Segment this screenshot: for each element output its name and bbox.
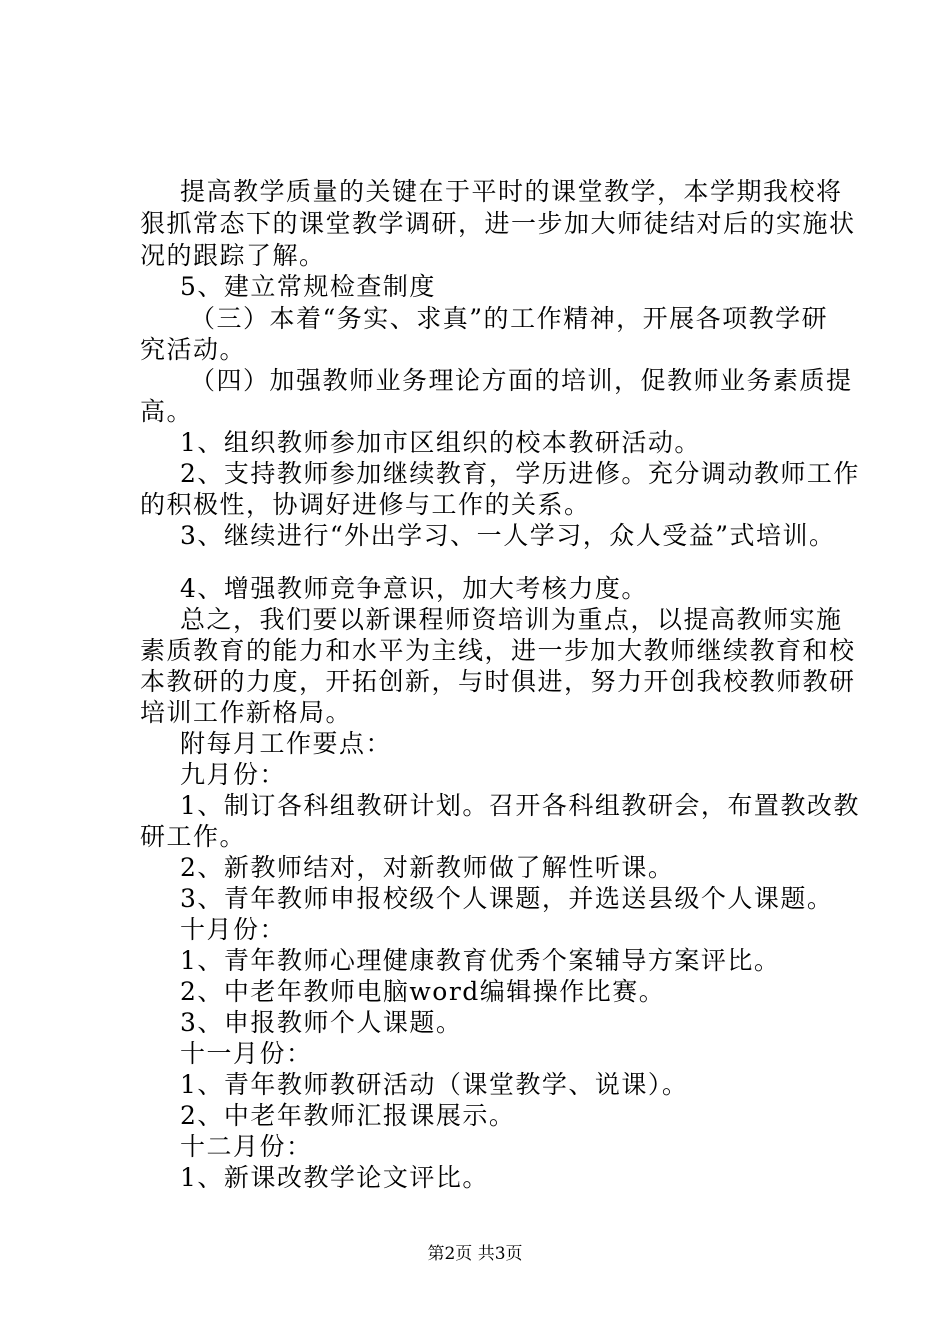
section-heading: （四）加强教师业务理论方面的培训，促教师业务素质提 [190, 366, 853, 395]
list-item: 3、青年教师申报校级个人课题，并选送县级个人课题。 [180, 884, 834, 913]
list-item: 2、支持教师参加继续教育，学历进修。充分调动教师工作 [180, 459, 860, 488]
section-heading: （三）本着“务实、求真”的工作精神，开展各项教学研 [190, 304, 829, 333]
list-item: 2、新教师结对，对新教师做了解性听课。 [180, 853, 675, 882]
list-item: 2、中老年教师电脑word编辑操作比赛。 [180, 977, 666, 1006]
section-heading: 5、建立常规检查制度 [180, 272, 436, 301]
section-heading: 附每月工作要点： [180, 729, 393, 758]
paragraph-line: 究活动。 [140, 335, 247, 364]
paragraph-line: 的积极性，协调好进修与工作的关系。 [140, 490, 591, 519]
list-item: 1、制订各科组教研计划。召开各科组教研会，布置教改教 [180, 791, 860, 820]
list-item: 1、青年教师教研活动（课堂教学、说课）。 [180, 1070, 689, 1099]
month-heading: 九月份： [180, 760, 287, 789]
paragraph-line: 培训工作新格局。 [140, 698, 353, 727]
paragraph-line: 况的跟踪了解。 [140, 241, 326, 270]
paragraph-line: 素质教育的能力和水平为主线，进一步加大教师继续教育和校 [140, 636, 856, 665]
month-heading: 十月份： [180, 915, 287, 944]
month-heading: 十二月份： [180, 1132, 313, 1161]
list-item: 1、青年教师心理健康教育优秀个案辅导方案评比。 [180, 946, 781, 975]
paragraph-line: 提高教学质量的关键在于平时的课堂教学，本学期我校将 [180, 177, 843, 206]
paragraph-line: 总之，我们要以新课程师资培训为重点，以提高教师实施 [180, 605, 843, 634]
list-item: 3、申报教师个人课题。 [180, 1008, 463, 1037]
list-item: 3、继续进行“外出学习、一人学习，众人受益”式培训。 [180, 521, 836, 550]
paragraph-line: 高。 [140, 397, 194, 426]
list-item: 1、组织教师参加市区组织的校本教研活动。 [180, 428, 701, 457]
list-item: 4、增强教师竞争意识，加大考核力度。 [180, 574, 648, 603]
page-number: 第2页 共3页 [427, 1244, 523, 1264]
paragraph-line: 狠抓常态下的课堂教学调研，进一步加大师徒结对后的实施状 [140, 209, 856, 238]
month-heading: 十一月份： [180, 1039, 313, 1068]
list-item: 2、中老年教师汇报课展示。 [180, 1101, 516, 1130]
paragraph-line: 本教研的力度，开拓创新，与时俱进，努力开创我校教师教研 [140, 667, 856, 696]
paragraph-line: 研工作。 [140, 822, 247, 851]
list-item: 1、新课改教学论文评比。 [180, 1163, 489, 1192]
